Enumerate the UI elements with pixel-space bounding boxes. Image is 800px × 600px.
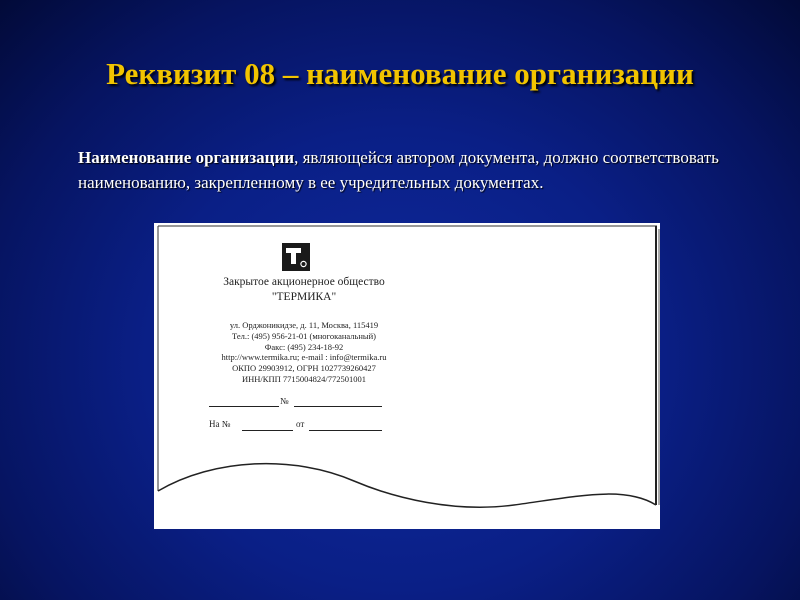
termika-logo-icon: [282, 243, 310, 271]
number-blank-line: [294, 406, 382, 407]
web-email-line: http://www.termika.ru; e-mail : info@termika.ru: [221, 352, 387, 363]
slide-body-text: [78, 145, 758, 195]
letterhead-image: [154, 223, 660, 529]
phone-line: Тел.: (495) 956-21-01 (многоканальный): [231, 330, 377, 341]
slide-title: Реквизит 08 – наименование организации: [106, 56, 694, 91]
address-line: ул. Орджоникидзе, д. 11, Москва, 115419: [229, 320, 379, 330]
ref-blank-line: [242, 430, 293, 431]
org-name-line2: "ТЕРМИКА": [271, 291, 337, 303]
org-name-line1: Закрытое акционерное общество: [223, 276, 385, 288]
fax-line: Факс: (495) 234-18-92: [264, 341, 344, 352]
date-blank-line: [209, 406, 279, 407]
org-requisites: [184, 320, 424, 385]
from-blank-line: [309, 430, 382, 431]
okpo-ogrn-line: ОКПО 29903912, ОГРН 1027739260427: [232, 363, 376, 374]
ref-label: На №: [209, 419, 231, 429]
org-name: [184, 275, 424, 305]
body-bold-phrase: Наименование организации: [78, 148, 295, 167]
from-label: от: [296, 419, 305, 429]
number-label: №: [280, 396, 289, 406]
body-rest-text: , являющейся автором документа, должно соответствовать наименованию, закрепленному в ее учредительных документах.: [78, 148, 719, 192]
inn-kpp-line: ИНН/КПП 7715004824/772501001: [242, 373, 366, 384]
